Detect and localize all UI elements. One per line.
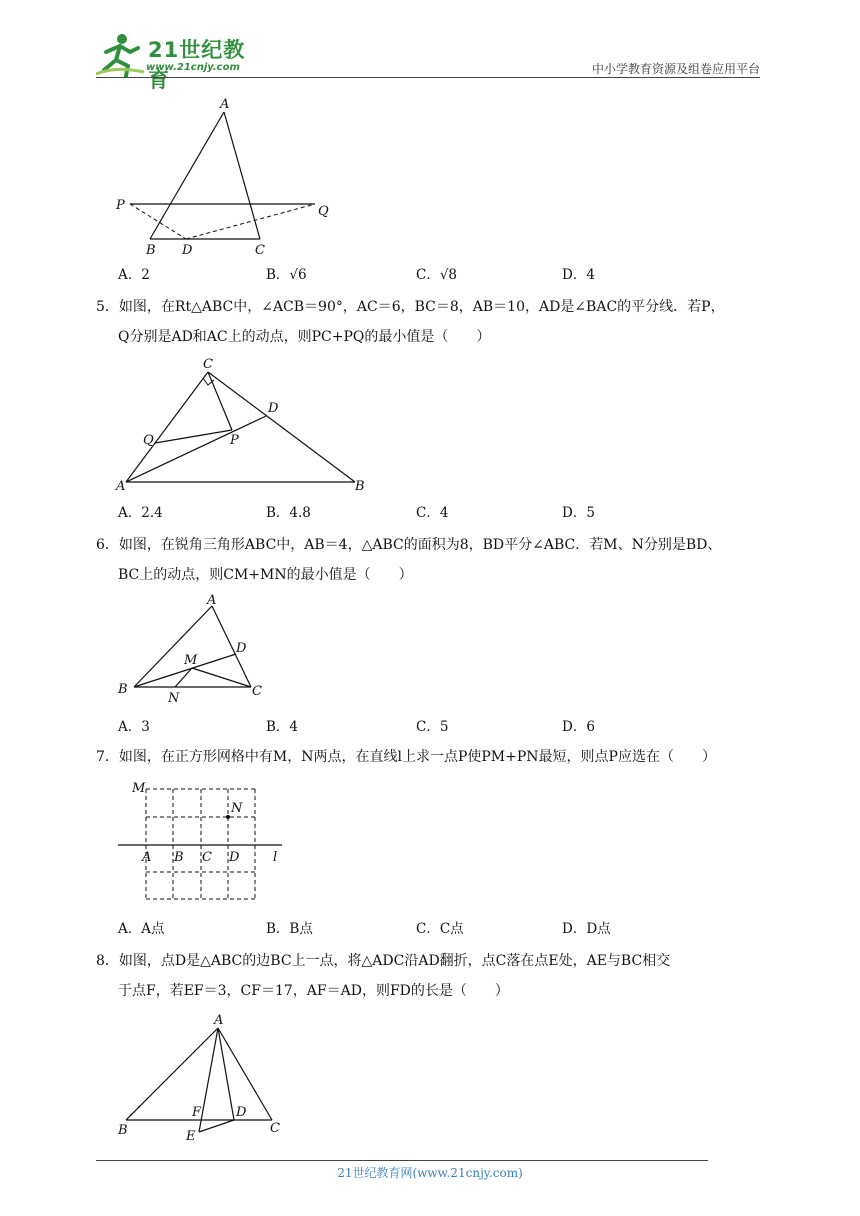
q5-label-B: B xyxy=(355,479,365,494)
q4-label-C: C xyxy=(255,243,265,258)
q7-line-1: 7．如图，在正方形网格中有M，N两点，在直线l上求一点P使PM+PN最短，则点P应选在（ ） xyxy=(96,749,716,765)
q4-label-Q: Q xyxy=(318,204,329,219)
logo-url: www.21cnjy.com xyxy=(146,62,240,73)
q6-option-a[interactable]: A．3 xyxy=(118,719,150,735)
q4-label-P: P xyxy=(116,198,125,213)
footer-divider xyxy=(96,1160,708,1161)
q5-label-C: C xyxy=(203,357,213,372)
q4-option-c[interactable]: C．√8 xyxy=(416,267,458,283)
q7-text xyxy=(96,742,764,772)
q5-options xyxy=(118,501,718,521)
q6-label-N: N xyxy=(168,691,180,706)
q6-line-1: 6．如图，在锐角三角形ABC中，AB＝4，△ABC的面积为8，BD平分∠ABC．若M、N分别是BD、 xyxy=(96,537,722,553)
page-header xyxy=(96,30,760,92)
q8-label-A: A xyxy=(214,1013,224,1028)
q7-label-B: B xyxy=(174,850,184,865)
q6-line-2: BC上的动点，则CM+MN的最小值是（ ） xyxy=(118,567,413,583)
q4-option-b[interactable]: B．√6 xyxy=(266,267,307,283)
q8-text xyxy=(96,946,764,1006)
q4-option-d[interactable]: D．4 xyxy=(562,267,595,283)
q8-label-B: B xyxy=(118,1123,128,1138)
q8-figure xyxy=(110,1008,300,1148)
q5-option-a[interactable]: A．2.4 xyxy=(118,505,163,521)
q4-label-D: D xyxy=(182,243,193,258)
platform-name: 中小学教育资源及组卷应用平台 xyxy=(591,62,760,76)
runner-logo-icon xyxy=(96,30,146,78)
q5-option-b[interactable]: B．4.8 xyxy=(266,505,311,521)
q8-line-1: 8．如图，点D是△ABC的边BC上一点，将△ADC沿AD翻折，点C落在点E处，AE与BC相交 xyxy=(96,953,671,969)
q7-option-c[interactable]: C．C点 xyxy=(416,921,464,937)
q7-figure xyxy=(110,775,300,905)
q7-label-D: D xyxy=(229,850,240,865)
q8-label-D: D xyxy=(236,1105,247,1120)
q7-option-d[interactable]: D．D点 xyxy=(562,921,611,937)
q6-option-c[interactable]: C．5 xyxy=(416,719,449,735)
q8-label-F: F xyxy=(192,1105,202,1120)
q8-line-2: 于点F，若EF＝3，CF＝17，AF＝AD，则FD的长是（ ） xyxy=(118,983,509,999)
q6-options xyxy=(118,715,718,735)
q5-label-Q: Q xyxy=(143,433,154,448)
header-divider xyxy=(96,77,760,78)
q5-option-c[interactable]: C．4 xyxy=(416,505,449,521)
logo xyxy=(96,30,266,92)
q6-label-A: A xyxy=(207,593,217,608)
q6-option-b[interactable]: B．4 xyxy=(266,719,299,735)
q7-option-b[interactable]: B．B点 xyxy=(266,921,313,937)
q5-label-P: P xyxy=(230,433,239,448)
q6-label-D: D xyxy=(236,641,247,656)
q5-label-D: D xyxy=(268,401,279,416)
q6-figure xyxy=(110,590,280,708)
q5-line-1: 5．如图，在Rt△ABC中，∠ACB＝90°，AC＝6，BC＝8，AB＝10，AD是∠BAC的平分线．若P， xyxy=(96,299,725,315)
q4-label-A: A xyxy=(220,97,230,112)
footer-link[interactable]: 21世纪教育网(www.21cnjy.com) xyxy=(337,1166,523,1180)
q5-label-A: A xyxy=(116,479,126,494)
logo-title: 21世纪教育 xyxy=(148,38,246,92)
q7-label-C: C xyxy=(202,850,212,865)
q4-options xyxy=(118,263,718,283)
q4-option-a[interactable]: A．2 xyxy=(118,267,150,283)
q7-label-N: N xyxy=(231,801,243,816)
q7-label-l: l xyxy=(273,850,278,865)
q8-label-C: C xyxy=(270,1121,280,1136)
q7-label-M: M xyxy=(132,781,146,796)
q6-label-C: C xyxy=(252,684,262,699)
q6-text xyxy=(96,530,764,590)
q4-label-B: B xyxy=(146,243,156,258)
q8-label-E: E xyxy=(186,1129,196,1144)
q6-label-M: M xyxy=(184,653,198,668)
q5-option-d[interactable]: D．5 xyxy=(562,505,595,521)
q5-line-2: Q分别是AD和AC上的动点，则PC+PQ的最小值是（ ） xyxy=(118,329,491,345)
q6-label-B: B xyxy=(118,682,128,697)
q6-option-d[interactable]: D．6 xyxy=(562,719,595,735)
q5-figure xyxy=(110,352,380,497)
q7-label-A: A xyxy=(142,850,152,865)
q7-options xyxy=(118,917,718,937)
q5-text xyxy=(96,292,764,352)
q4-figure xyxy=(110,92,340,262)
q7-option-a[interactable]: A．A点 xyxy=(118,921,165,937)
